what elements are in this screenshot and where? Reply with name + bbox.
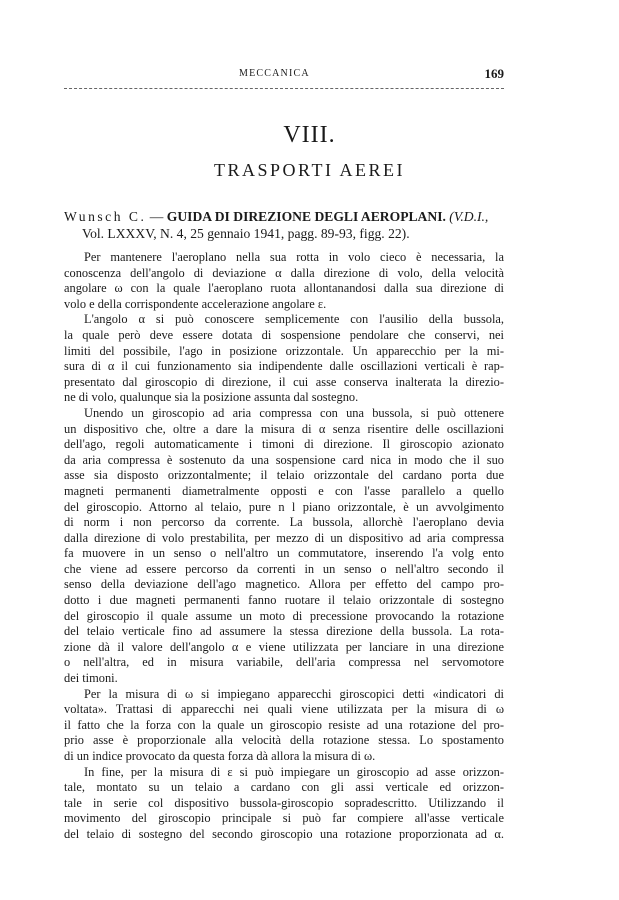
page-number: 169 xyxy=(484,66,504,81)
article-citation xyxy=(64,208,504,242)
chapter-number: VIII. xyxy=(283,122,336,148)
citation-line-1 xyxy=(64,208,504,225)
text-line: conoscenza dell'angolo di deviazione α dalla direzione di volo, della velocità xyxy=(64,265,504,280)
text-line: di un indice provocato da questa forza dà allora la misura di ω. xyxy=(64,749,376,763)
text-line: volo e della corrispondente accelerazione angolare ε. xyxy=(64,296,327,311)
paragraph xyxy=(64,687,504,765)
text-line: del giroscopio. Attorno al telaio, pure n l piano orizzontale, è un avvolgimento xyxy=(64,499,504,514)
text-line: o nell'altra, ed in misura variabile, dell'aria compressa nel servomotore xyxy=(64,655,504,670)
citation-author: Wunsch C. xyxy=(64,209,147,224)
citation-journal: (V.D.I., xyxy=(449,209,489,224)
text-line: angolare ω con la quale l'aeroplano ruota allontanandosi dalla sua direzione di xyxy=(64,281,504,296)
text-line: asse sia disposto orizzontalmente; il telaio orizzontale del cardano porta due xyxy=(64,468,504,483)
text-line: presentato dal giroscopio di direzione, il cui asse conserva inalterata la direzio- xyxy=(64,374,504,389)
text-line: L'angolo α si può conoscere semplicemente con l'ausilio della bussola, xyxy=(84,312,504,327)
text-line: del telaio verticale fino ad assumere la stessa direzione della bussola. La rota- xyxy=(64,624,504,639)
text-line: Unendo un giroscopio ad aria compressa con una bussola, si può ottenere xyxy=(84,405,504,420)
text-line: voltata». Trattasi di apparecchi nei quali viene utilizzata per la misura di ω xyxy=(64,702,504,717)
text-line: fa muovere in un senso o nell'altro un commutatore, inserendo l'a volg ento xyxy=(64,546,504,561)
citation-article-title: GUIDA DI DIREZIONE DEGLI AEROPLANI. xyxy=(166,209,446,224)
text-line: magneti permanenti diametralmente opposti e con l'asse parallelo a quello xyxy=(64,483,504,498)
text-line: senso della deviazione dell'ago magnetico. Allora per effetto del campo pro- xyxy=(64,577,504,592)
text-line: ne di volo, qualunque sia la posizione assunta dal sostegno. xyxy=(64,390,359,405)
text-line: prio asse è proporzionale alla velocità della rotazione stessa. Lo spostamento xyxy=(64,733,504,748)
citation-dash: — xyxy=(149,209,164,224)
text-line: un dispositivo che, oltre a dare la misura di α senza risentire delle oscillazioni xyxy=(64,421,504,436)
text-line: di norm i non percorso da corrente. La bussola, allorchè l'aeroplano devia xyxy=(64,515,504,530)
text-line: il fatto che la forza con la quale un giroscopio resiste ad una rotazione del pro- xyxy=(64,717,504,732)
text-line: limiti del possibile, l'ago in posizione orizzontale. Un apparecchio per la mi- xyxy=(64,343,504,358)
text-line: Per mantenere l'aeroplano nella sua rotta in volo cieco è necessaria, la xyxy=(84,250,504,264)
chapter-title: TRASPORTI AEREI xyxy=(214,160,405,180)
text-line: tale in serie col dispositivo bussola-giroscopio sopradescritto. Utilizzando il xyxy=(64,795,504,810)
text-line: del giroscopio il quale assume un moto di precessione provocando la rotazione xyxy=(64,608,504,623)
text-line: da aria compressa è sostenuto da una sospensione card nica in modo che il suo xyxy=(64,452,504,467)
article-body xyxy=(64,250,504,843)
text-line: dalla direzione di volo prestabilita, per mezzo di un dispositivo ad aria compressa xyxy=(64,530,504,545)
text-line: dotto i due magneti permanenti fanno ruotare il telaio orizzontale di sostegno xyxy=(64,593,504,608)
text-line: del telaio di sostegno del secondo giroscopio una rotazione proporzionata ad α. xyxy=(64,826,504,841)
text-line: dei timoni. xyxy=(64,671,118,686)
paragraph xyxy=(64,312,504,406)
text-line: che viene ad essere percorso da correnti in un senso o nell'altro secondo il xyxy=(64,561,504,576)
citation-details: Vol. LXXXV, N. 4, 25 gennaio 1941, pagg. 89-93, figg. 22). xyxy=(82,226,410,241)
paragraph xyxy=(64,406,504,687)
text-line: movimento del giroscopio principale si può far compiere all'asse verticale xyxy=(64,811,504,826)
text-line: tale, montato su un telaio a cardano con gli assi verticale ed orizzon- xyxy=(64,780,504,795)
text-line: zione dà il valore dell'angolo α e viene utilizzata per lanciare in una direzione xyxy=(64,639,504,654)
text-line: la quale però deve essere dotata di sospensione pendolare che conservi, nei xyxy=(64,327,504,342)
running-head xyxy=(64,66,504,82)
header-divider xyxy=(64,88,504,89)
text-line: sura di α il cui funzionamento sia indipendente dalle oscillazioni verticali è rap- xyxy=(64,359,504,374)
text-line: Per la misura di ω si impiegano apparecchi giroscopici detti «indicatori di xyxy=(84,686,504,701)
paragraph xyxy=(64,765,504,843)
text-line: dell'ago, regoli automaticamente i timoni di direzione. Il giroscopio azionato xyxy=(64,437,504,452)
running-title: MECCANICA xyxy=(239,68,310,79)
paragraph xyxy=(64,250,504,312)
text-line: In fine, per la misura di ε si può impiegare un giroscopio ad asse orizzon- xyxy=(84,764,504,779)
